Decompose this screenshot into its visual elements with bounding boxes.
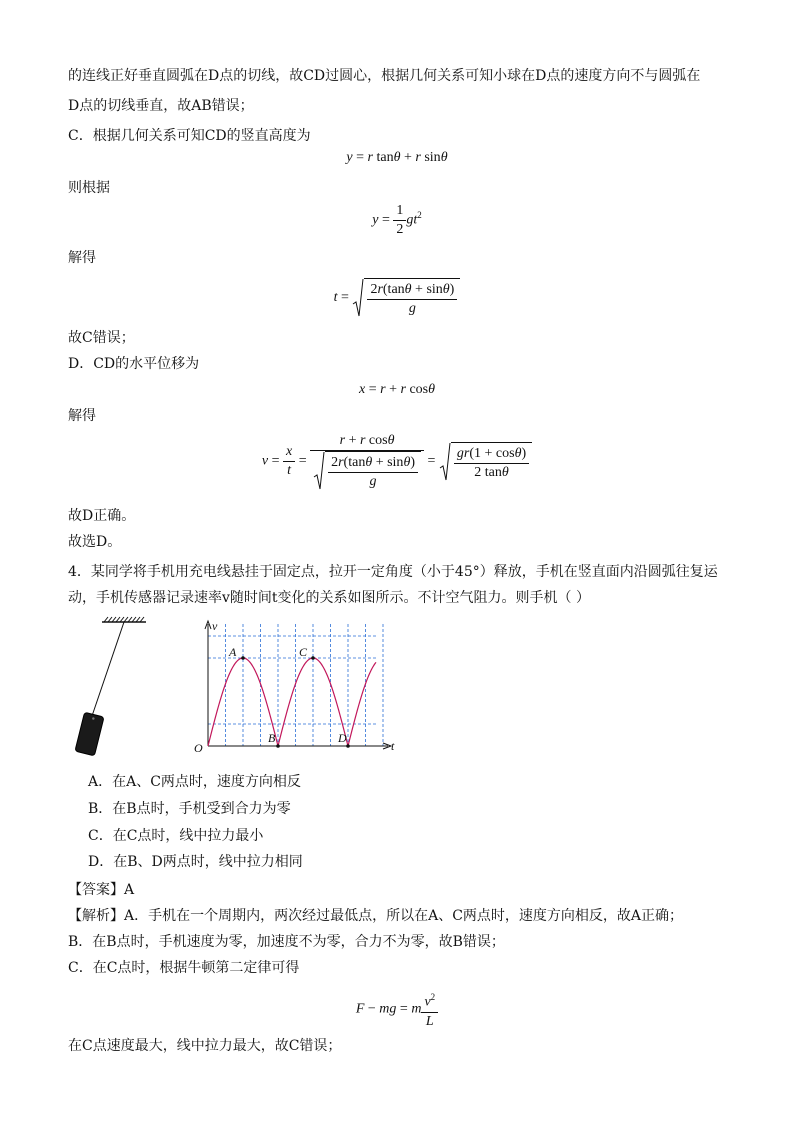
- analysis-line: 在C点速度最大，线中拉力最大，故C错误；: [68, 1038, 342, 1054]
- text-line: D点的切线垂直，故AB错误；: [68, 98, 254, 114]
- answer: 【答案】A: [68, 882, 135, 898]
- t-axis-label: t: [391, 739, 395, 753]
- equation-time: t = $\frac{2r(\tan\theta + \sin\theta)}{g}$: [0, 278, 794, 318]
- point-label-b: B: [268, 731, 276, 745]
- text-line: 故选D。: [68, 534, 122, 550]
- point-label-c: C: [299, 645, 308, 659]
- point-label-a: A: [229, 645, 237, 659]
- question-4-text: 4．某同学将手机用充电线悬挂于固定点，拉开一定角度（小于45°）释放，手机在竖直面内沿圆弧往复运: [68, 564, 718, 580]
- point-d: [346, 744, 350, 748]
- equation-velocity: v = $\frac{x}{t}$ = $\frac{\text{r + r cosθ}}{\frac{2r(\tan\theta + \sin\theta)}{g}}$ = $\frac{gr(1 + \cos\theta)}{2 \tan\theta}$: [0, 432, 794, 491]
- analysis-line: B．在B点时，手机速度为零，加速度不为零，合力不为零，故B错误；: [68, 934, 505, 950]
- text-line: 解得: [68, 250, 96, 266]
- pendulum-phone-figure: [64, 616, 160, 766]
- equation-horizontal: x = r + r cosθ: [359, 382, 435, 397]
- v-axis-label: v: [212, 619, 218, 633]
- equation-freefall: y = $\frac{1}{2}$ $gt^2$: [372, 203, 422, 237]
- text-line: C．根据几何关系可知CD的竖直高度为: [68, 128, 311, 144]
- text-line: 故C错误；: [68, 330, 135, 346]
- analysis-line: C．在C点时，根据牛顿第二定律可得: [68, 960, 300, 976]
- text-line: 解得: [68, 408, 96, 424]
- option-a: A．在A、C两点时，速度方向相反: [88, 774, 301, 790]
- text-line: 的连线正好垂直圆弧在D点的切线，故CD过圆心，根据几何关系可知小球在D点的速度方向不与圆弧在: [68, 68, 701, 84]
- text-line: 则根据: [68, 180, 110, 196]
- question-4-text: 动，手机传感器记录速率v随时间t变化的关系如图所示。不计空气阻力。则手机（ ）: [68, 590, 590, 606]
- option-d: D．在B、D两点时，线中拉力相同: [88, 854, 303, 870]
- point-a: [241, 656, 245, 660]
- text-line: 故D正确。: [68, 508, 136, 524]
- option-c: C．在C点时，线中拉力最小: [88, 828, 264, 844]
- option-b: B．在B点时，手机受到合力为零: [88, 801, 291, 817]
- point-b: [276, 744, 280, 748]
- phone-icon: [75, 712, 104, 756]
- velocity-curve: [208, 658, 376, 746]
- analysis-line: 【解析】A．手机在一个周期内，两次经过最低点，所以在A、C两点时，速度方向相反，故A正确；: [68, 908, 684, 924]
- equation-newton: F − mg = m $\frac{v^2}{L}$: [0, 988, 794, 1031]
- equation-height: y = r tanθ + r sinθ: [346, 150, 448, 165]
- origin-label: O: [194, 741, 203, 755]
- point-label-d: D: [338, 731, 347, 745]
- text-line: D．CD的水平位移为: [68, 356, 200, 372]
- velocity-time-graph: [188, 616, 403, 758]
- point-c: [311, 656, 315, 660]
